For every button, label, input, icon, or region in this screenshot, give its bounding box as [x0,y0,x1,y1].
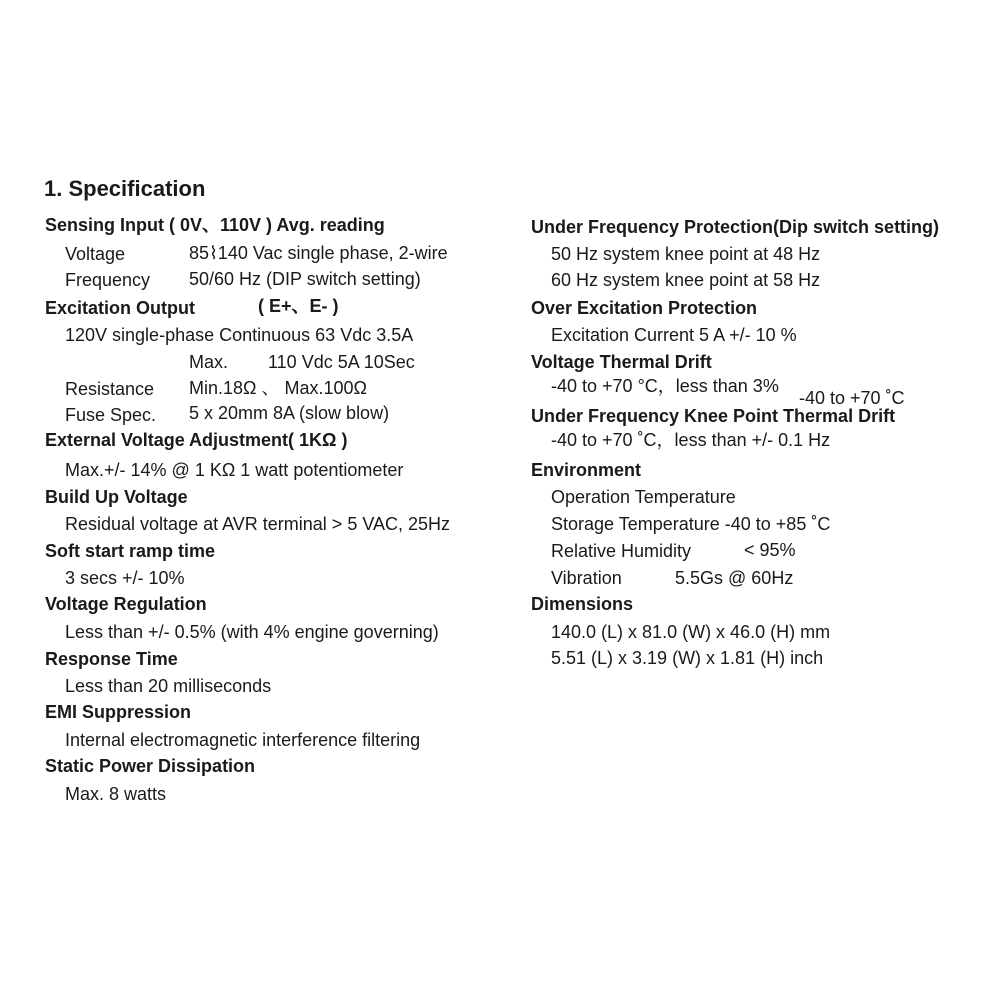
knee-drift-value: -40 to +70 ˚C，less than +/- 0.1 Hz [551,430,831,450]
over-excitation-value: Excitation Current 5 A +/- 10 % [551,325,797,345]
excitation-max-label: Max. [189,352,229,372]
voltage-label: Voltage [65,244,126,264]
humidity-label: Relative Humidity [551,541,692,561]
thermal-drift-value: -40 to +70 °C，less than 3% [551,376,779,396]
build-up-value: Residual voltage at AVR terminal > 5 VAC, 25Hz [65,514,451,534]
frequency-label: Frequency [65,270,151,290]
resistance-label: Resistance [65,379,155,399]
external-adjust-value: Max.+/- 14% @ 1 KΩ 1 watt potentiometer [65,460,404,480]
excitation-terms: ( E+、E- ) [258,296,339,316]
regulation-value: Less than +/- 0.5% (with 4% engine governing) [65,622,439,642]
dimensions-imperial: 5.51 (L) x 3.19 (W) x 1.81 (H) inch [551,648,824,668]
build-up-heading: Build Up Voltage [45,487,188,507]
regulation-heading: Voltage Regulation [45,594,207,614]
voltage-value: 85⌇140 Vac single phase, 2-wire [189,243,448,263]
dimensions-heading: Dimensions [531,594,634,614]
soft-start-value: 3 secs +/- 10% [65,568,185,588]
excitation-max-value: 110 Vdc 5A 10Sec [268,352,415,372]
resistance-value: Min.18Ω 、 Max.100Ω [189,378,367,398]
static-power-value: Max. 8 watts [65,784,167,804]
response-value: Less than 20 milliseconds [65,676,272,696]
storage-temperature: Storage Temperature -40 to +85 ˚C [551,514,831,534]
page-title: 1. Specification [44,176,206,201]
thermal-drift-overlap-text: -40 to +70 ˚C [799,388,905,408]
response-heading: Response Time [45,649,178,669]
fuse-value: 5 x 20mm 8A (slow blow) [189,403,390,423]
over-excitation-heading: Over Excitation Protection [531,298,758,318]
under-frequency-60hz: 60 Hz system knee point at 58 Hz [551,270,821,290]
static-power-heading: Static Power Dissipation [45,756,256,776]
dimensions-metric: 140.0 (L) x 81.0 (W) x 46.0 (H) mm [551,622,831,642]
frequency-value: 50/60 Hz (DIP switch setting) [189,269,421,289]
emi-heading: EMI Suppression [45,702,192,722]
environment-heading: Environment [531,460,642,480]
fuse-label: Fuse Spec. [65,405,157,425]
under-frequency-heading: Under Frequency Protection(Dip switch setting) [531,217,940,237]
humidity-value: < 95% [744,540,796,560]
thermal-drift-heading: Voltage Thermal Drift [531,352,712,372]
soft-start-heading: Soft start ramp time [45,541,216,561]
emi-value: Internal electromagnetic interference filtering [65,730,421,750]
operation-temperature: Operation Temperature [551,487,736,507]
under-frequency-50hz: 50 Hz system knee point at 48 Hz [551,244,821,264]
vibration-value: 5.5Gs @ 60Hz [675,568,794,588]
sensing-input-heading: Sensing Input ( 0V、110V ) Avg. reading [45,215,385,235]
excitation-output-heading: Excitation Output [45,298,195,318]
vibration-label: Vibration [551,568,622,588]
external-adjust-heading: External Voltage Adjustment( 1KΩ ) [45,430,348,450]
excitation-continuous: 120V single-phase Continuous 63 Vdc 3.5A [65,325,414,345]
knee-drift-heading: Under Frequency Knee Point Thermal Drift [531,406,896,426]
